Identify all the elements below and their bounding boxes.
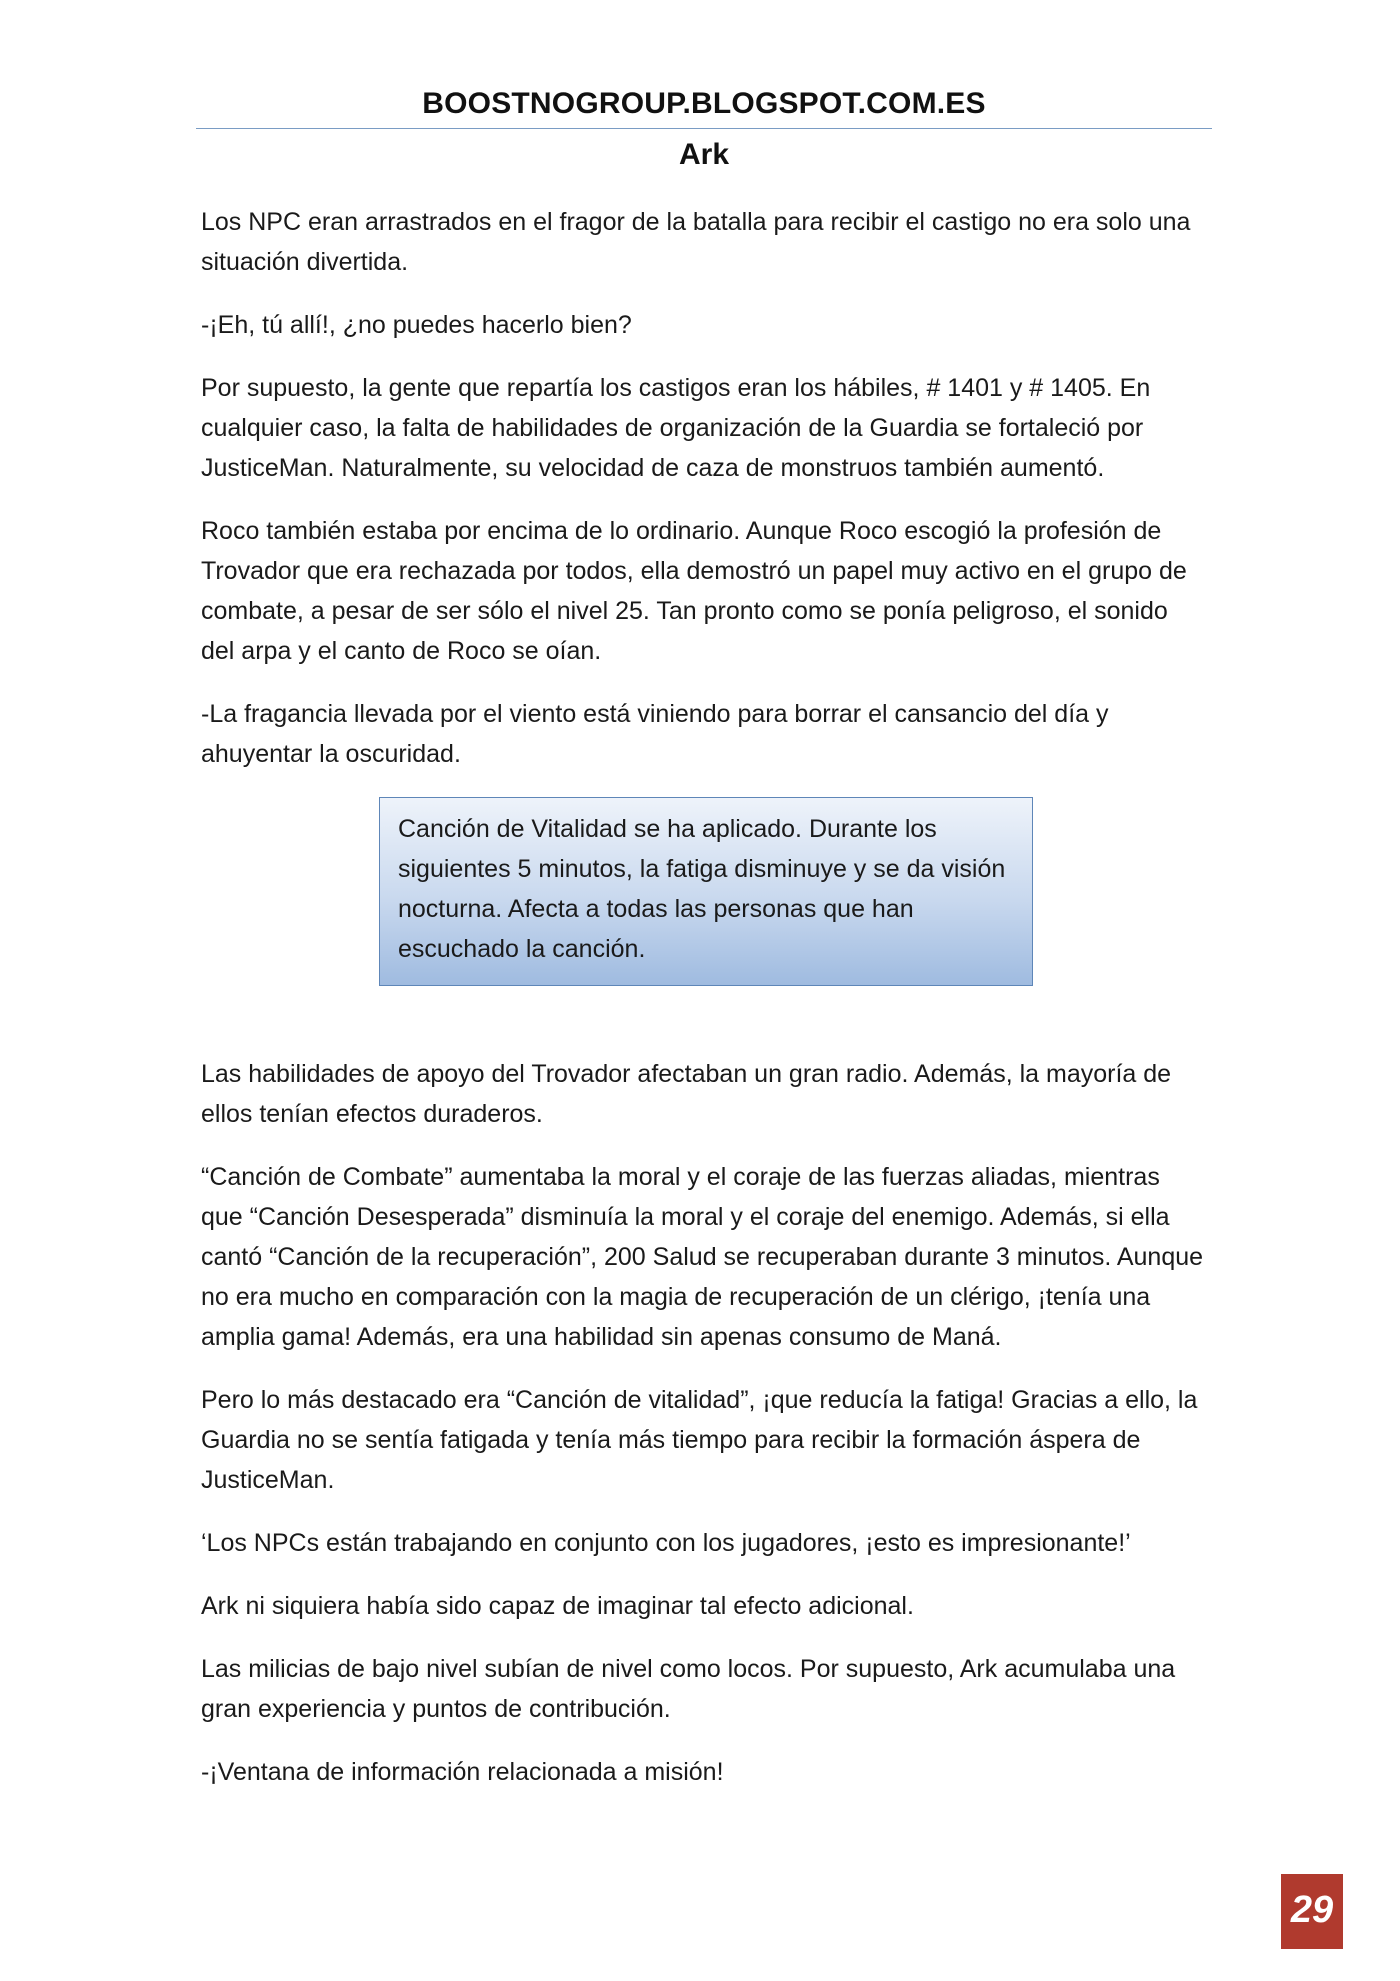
paragraph: -¡Eh, tú allí!, ¿no puedes hacerlo bien? [201,311,632,339]
spacer [201,986,1206,1054]
paragraph: “Canción de Combate” aumentaba la moral y el coraje de las fuerzas aliadas, mientras que “Canción Desesperada” disminuía la moral y el coraje del enemigo. Además, si ella cantó “Canción de la recuperación”, 200 Salud se recuperaban durante 3 minutos. Aunque no era mucho en comparación con la magia de recuperación de un clérigo, ¡tenía una amplia gama! Además, era una habilidad sin apenas consumo de Maná. [201,1163,1204,1351]
paragraph: -¡Ventana de información relacionada a misión! [201,1758,724,1786]
site-name: BOOSTNOGROUP.BLOGSPOT.COM.ES [422,87,986,120]
paragraph: -La fragancia llevada por el viento está viniendo para borrar el cansancio del día y ahuyentar la oscuridad. [201,700,1109,768]
paragraph: ‘Los NPCs están trabajando en conjunto con los jugadores, ¡esto es impresionante!’ [201,1529,1131,1557]
page-content [201,202,1206,1815]
paragraph: Las habilidades de apoyo del Trovador afectaban un gran radio. Además, la mayoría de ellos tenían efectos duraderos. [201,1060,1172,1128]
paragraph: Pero lo más destacado era “Canción de vitalidad”, ¡que reducía la fatiga! Gracias a ello, la Guardia no se sentía fatigada y tenía más tiempo para recibir la formación áspera de JusticeMan. [201,1386,1198,1494]
game-notice-box [379,797,1033,986]
paragraph: Por supuesto, la gente que repartía los castigos eran los hábiles, # 1401 y # 1405. En cualquier caso, la falta de habilidades de organización de la Guardia se fortaleció por JusticeMan. Naturalmente, su velocidad de caza de monstruos también aumentó. [201,374,1151,482]
paragraph: Los NPC eran arrastrados en el fragor de la batalla para recibir el castigo no era solo una situación divertida. [201,208,1191,276]
paragraph: Ark ni siquiera había sido capaz de imaginar tal efecto adicional. [201,1592,914,1620]
page-header [196,80,1212,179]
paragraph: Las milicias de bajo nivel subían de nivel como locos. Por supuesto, Ark acumulaba una gran experiencia y puntos de contribución. [201,1655,1176,1723]
book-title: Ark [678,138,730,171]
header-divider [196,128,1212,129]
paragraph: Roco también estaba por encima de lo ordinario. Aunque Roco escogió la profesión de Trovador que era rechazada por todos, ella demostró un papel muy activo en el grupo de combate, a pesar de ser sólo el nivel 25. Tan pronto como se ponía peligroso, el sonido del arpa y el canto de Roco se oían. [201,517,1187,665]
page-number-underline [1281,1946,1343,1949]
notice-text: Canción de Vitalidad se ha aplicado. Durante los siguientes 5 minutos, la fatiga disminuye y se da visión nocturna. Afecta a todas las personas que han escuchado la canción. [398,815,1006,963]
page-number: 29 [1281,1874,1343,1946]
